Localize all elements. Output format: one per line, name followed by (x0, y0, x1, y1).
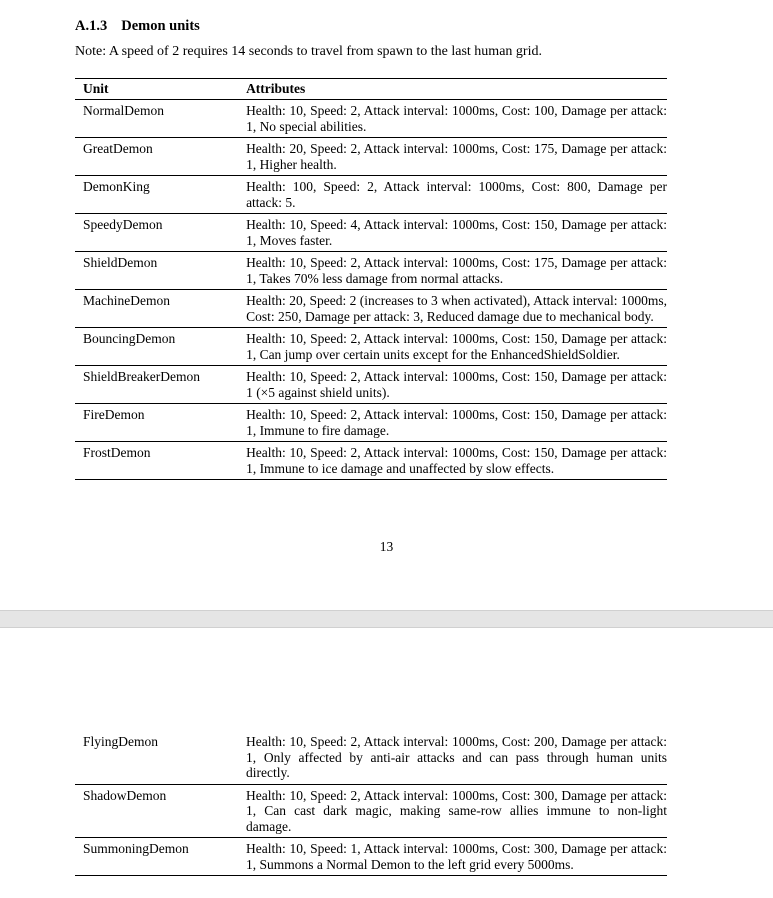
unit-attributes: Health: 10, Speed: 2, Attack interval: 1000ms, Cost: 100, Damage per attack: 1, No special abilities. (246, 103, 667, 134)
page-gap (0, 610, 773, 628)
demon-units-table-continued (75, 731, 667, 876)
unit-name: SpeedyDemon (75, 214, 238, 252)
unit-name: GreatDemon (75, 138, 238, 176)
table-row (75, 138, 667, 176)
unit-name: ShieldBreakerDemon (75, 366, 238, 404)
section-note: Note: A speed of 2 requires 14 seconds to travel from spawn to the last human grid. (75, 44, 542, 59)
unit-attributes: Health: 10, Speed: 4, Attack interval: 1000ms, Cost: 150, Damage per attack: 1, Moves faster. (238, 214, 667, 252)
table-row (75, 838, 667, 876)
table-row (75, 366, 667, 404)
unit-name: MachineDemon (75, 290, 238, 328)
page-number: 13 (379, 539, 394, 554)
unit-attributes: Health: 10, Speed: 2, Attack interval: 1000ms, Cost: 150, Damage per attack: 1, Immune to ice damage and unaffected by slow effects. (238, 442, 667, 480)
unit-attributes: Health: 10, Speed: 2, Attack interval: 1000ms, Cost: 200, Damage per attack: 1, Only affected by anti-air attacks and can pass through human units directly. (246, 734, 667, 780)
table-row (75, 404, 667, 442)
header-attributes: Attributes (238, 79, 667, 100)
unit-name: DemonKing (75, 176, 238, 214)
table-row (75, 214, 667, 252)
unit-attributes: Health: 10, Speed: 2, Attack interval: 1000ms, Cost: 150, Damage per attack: 1 (×5 against shield units). (238, 366, 667, 404)
unit-attributes: Health: 20, Speed: 2 (increases to 3 when activated), Attack interval: 1000ms, Cost: 250, Damage per attack: 3, Reduced damage due to mechanical body. (238, 290, 667, 328)
table-header-row (75, 79, 667, 100)
unit-name: FireDemon (75, 404, 238, 442)
table-row (75, 100, 667, 138)
header-unit: Unit (75, 79, 238, 100)
table-row (75, 784, 667, 838)
unit-attributes: Health: 10, Speed: 2, Attack interval: 1000ms, Cost: 150, Damage per attack: 1, Immune to fire damage. (238, 404, 667, 442)
demon-units-table (75, 78, 667, 480)
unit-name: NormalDemon (83, 103, 164, 118)
unit-name: ShadowDemon (75, 784, 238, 838)
table-row (75, 442, 667, 480)
unit-name: ShieldDemon (75, 252, 238, 290)
unit-name: BouncingDemon (75, 328, 238, 366)
table-body-page-1 (75, 100, 667, 480)
table-row (75, 176, 667, 214)
table-body-page-2 (75, 731, 667, 876)
table-row (75, 290, 667, 328)
unit-name: FrostDemon (75, 442, 238, 480)
unit-attributes: Health: 10, Speed: 2, Attack interval: 1000ms, Cost: 150, Damage per attack: 1, Can jump over certain units except for the EnhancedShieldSoldier. (238, 328, 667, 366)
section-title: Demon units (121, 18, 200, 34)
table-row (75, 252, 667, 290)
unit-attributes: Health: 10, Speed: 2, Attack interval: 1000ms, Cost: 300, Damage per attack: 1, Can cast dark magic, making same-row allies immune to non-light damage. (238, 784, 667, 838)
unit-name: FlyingDemon (83, 734, 159, 749)
unit-attributes: Health: 100, Speed: 2, Attack interval: 1000ms, Cost: 800, Damage per attack: 5. (238, 176, 667, 214)
table-row (75, 731, 667, 784)
unit-attributes: Health: 10, Speed: 1, Attack interval: 1000ms, Cost: 300, Damage per attack: 1, Summons a Normal Demon to the left grid every 5000ms. (238, 838, 667, 876)
unit-attributes: Health: 20, Speed: 2, Attack interval: 1000ms, Cost: 175, Damage per attack: 1, Higher health. (238, 138, 667, 176)
page-2 (0, 628, 773, 898)
section-heading (75, 18, 200, 35)
section-number: A.1.3 (75, 18, 108, 34)
unit-attributes: Health: 10, Speed: 2, Attack interval: 1000ms, Cost: 175, Damage per attack: 1, Takes 70% less damage from normal attacks. (238, 252, 667, 290)
table-row (75, 328, 667, 366)
unit-name: SummoningDemon (75, 838, 238, 876)
